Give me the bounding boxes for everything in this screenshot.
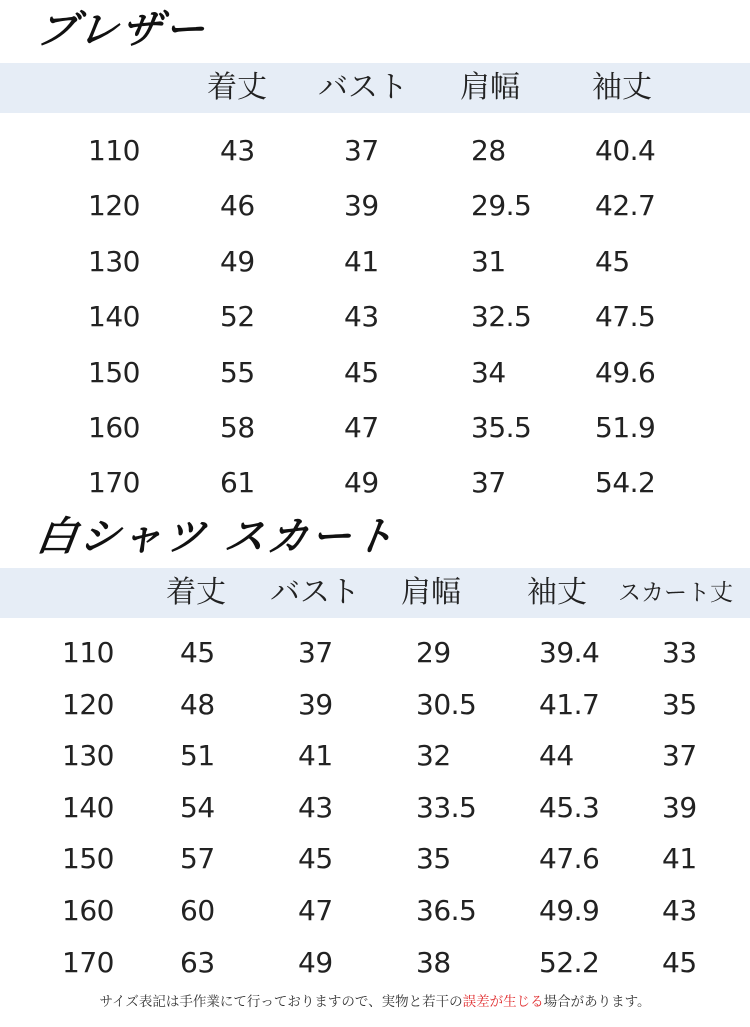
blazer-value-cell: 37: [344, 134, 379, 167]
blazer-header-sleeve: 袖丈: [592, 70, 652, 105]
shirt-skirt-value-cell: 37: [298, 636, 333, 669]
shirt-skirt-value-cell: 33: [662, 636, 697, 669]
shirt-skirt-value-cell: 39: [298, 687, 333, 721]
blazer-size-cell: 150: [88, 355, 140, 389]
blazer-value-cell: 31: [471, 244, 506, 278]
shirt-skirt-value-cell: 45.3: [539, 790, 600, 824]
shirt-skirt-value-cell: 54: [180, 790, 215, 824]
skirt-header-length: スカート丈: [618, 580, 733, 606]
shirt-skirt-size-cell: 150: [62, 842, 114, 876]
shirt-skirt-size-cell: 140: [62, 790, 114, 824]
blazer-value-cell: 47: [344, 411, 379, 444]
blazer-value-cell: 61: [220, 466, 255, 500]
shirt-skirt-value-cell: 29: [416, 636, 451, 669]
shirt-skirt-size-cell: 160: [62, 894, 114, 927]
footer-note-emphasis: 誤差が生じる: [462, 994, 544, 1010]
blazer-header-shoulder: 肩幅: [460, 70, 520, 105]
blazer-value-cell: 35.5: [471, 411, 532, 444]
blazer-value-cell: 28: [471, 134, 506, 167]
shirt-skirt-value-cell: 39.4: [539, 636, 600, 669]
footer-note-text-end: 場合があります。: [543, 994, 651, 1010]
blazer-value-cell: 34: [471, 355, 506, 389]
blazer-value-cell: 55: [220, 355, 255, 389]
blazer-table-row: [0, 242, 750, 282]
shirt-skirt-value-cell: 41: [298, 739, 333, 773]
shirt-skirt-size-cell: 110: [62, 636, 114, 669]
blazer-size-cell: 140: [88, 300, 140, 334]
shirt-skirt-value-cell: 52.2: [539, 945, 600, 979]
shirt-skirt-value-cell: 49.9: [539, 894, 600, 927]
shirt-skirt-value-cell: 60: [180, 894, 215, 927]
blazer-value-cell: 45: [595, 244, 630, 278]
shirt-skirt-value-cell: 36.5: [416, 894, 477, 927]
shirt-skirt-value-cell: 35: [662, 687, 697, 721]
shirt-header-sleeve: 袖丈: [527, 575, 587, 610]
shirt-skirt-value-cell: 48: [180, 687, 215, 721]
blazer-value-cell: 49: [220, 244, 255, 278]
shirt-skirt-value-cell: 57: [180, 842, 215, 876]
blazer-size-cell: 130: [88, 244, 140, 278]
blazer-header-bust: バスト: [318, 70, 408, 105]
blazer-value-cell: 37: [471, 466, 506, 500]
shirt-skirt-value-cell: 44: [539, 739, 574, 773]
shirt-skirt-table-row: [0, 685, 750, 725]
blazer-value-cell: 29.5: [471, 189, 532, 223]
shirt-header-length: 着丈: [166, 575, 226, 610]
blazer-header-length: 着丈: [207, 70, 267, 105]
blazer-header-row: [0, 63, 750, 113]
shirt-skirt-size-cell: 120: [62, 687, 114, 721]
shirt-skirt-title: 白シャツ スカート: [33, 514, 401, 560]
blazer-value-cell: 42.7: [595, 189, 656, 223]
blazer-value-cell: 47.5: [595, 300, 656, 334]
shirt-skirt-value-cell: 45: [662, 945, 697, 979]
shirt-skirt-value-cell: 41: [662, 842, 697, 876]
shirt-skirt-value-cell: 33.5: [416, 790, 477, 824]
shirt-skirt-value-cell: 51: [180, 739, 215, 773]
blazer-size-cell: 120: [88, 189, 140, 223]
blazer-size-cell: 170: [88, 466, 140, 500]
footer-note-text: サイズ表記は手作業にて行っておりますので、実物と若干の: [99, 994, 463, 1010]
blazer-value-cell: 52: [220, 300, 255, 334]
shirt-skirt-value-cell: 63: [180, 945, 215, 979]
shirt-skirt-table-row: [0, 839, 750, 879]
blazer-size-cell: 160: [88, 411, 140, 444]
shirt-header-shoulder: 肩幅: [401, 575, 461, 610]
blazer-table-row: [0, 463, 750, 503]
shirt-skirt-value-cell: 39: [662, 790, 697, 824]
shirt-skirt-table-row: [0, 633, 750, 673]
shirt-skirt-header-row: [0, 568, 750, 618]
blazer-value-cell: 54.2: [595, 466, 656, 500]
blazer-value-cell: 49.6: [595, 355, 656, 389]
shirt-skirt-value-cell: 30.5: [416, 687, 477, 721]
shirt-skirt-table-row: [0, 943, 750, 983]
shirt-skirt-value-cell: 43: [298, 790, 333, 824]
blazer-table-row: [0, 131, 750, 171]
shirt-skirt-value-cell: 43: [662, 894, 697, 927]
shirt-skirt-value-cell: 49: [298, 945, 333, 979]
blazer-value-cell: 46: [220, 189, 255, 223]
blazer-value-cell: 39: [344, 189, 379, 223]
blazer-size-cell: 110: [88, 134, 140, 167]
blazer-value-cell: 43: [344, 300, 379, 334]
shirt-skirt-value-cell: 35: [416, 842, 451, 876]
blazer-table-row: [0, 297, 750, 337]
shirt-skirt-value-cell: 38: [416, 945, 451, 979]
shirt-skirt-table-row: [0, 891, 750, 931]
blazer-table-row: [0, 353, 750, 393]
blazer-table-row: [0, 408, 750, 448]
footer-note: [0, 991, 750, 1013]
blazer-value-cell: 41: [344, 244, 379, 278]
shirt-header-bust: バスト: [270, 575, 360, 610]
shirt-skirt-value-cell: 45: [180, 636, 215, 669]
blazer-title: ブレザー: [33, 7, 211, 53]
shirt-skirt-value-cell: 47: [298, 894, 333, 927]
shirt-skirt-size-cell: 170: [62, 945, 114, 979]
shirt-skirt-value-cell: 32: [416, 739, 451, 773]
blazer-value-cell: 51.9: [595, 411, 656, 444]
shirt-skirt-table-row: [0, 736, 750, 776]
blazer-value-cell: 43: [220, 134, 255, 167]
blazer-value-cell: 58: [220, 411, 255, 444]
shirt-skirt-value-cell: 45: [298, 842, 333, 876]
blazer-value-cell: 49: [344, 466, 379, 500]
shirt-skirt-value-cell: 37: [662, 739, 697, 773]
blazer-value-cell: 32.5: [471, 300, 532, 334]
blazer-value-cell: 40.4: [595, 134, 656, 167]
shirt-skirt-value-cell: 41.7: [539, 687, 600, 721]
shirt-skirt-value-cell: 47.6: [539, 842, 600, 876]
blazer-table-row: [0, 186, 750, 226]
shirt-skirt-size-cell: 130: [62, 739, 114, 773]
shirt-skirt-table-row: [0, 788, 750, 828]
blazer-value-cell: 45: [344, 355, 379, 389]
